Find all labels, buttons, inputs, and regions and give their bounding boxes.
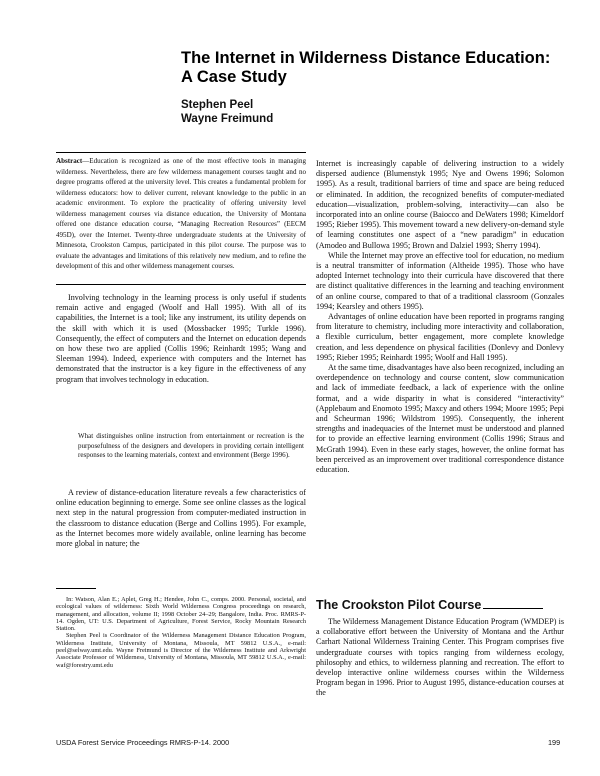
footnote-authors: Stephen Peel is Coordinator of the Wilderness Management Distance Education Program, Wilderness Institute, University of Montana, Missoula, MT 59812 U.S.A., e-mail: peel@selway.umt.edu. Wayne Freimund is Director of the Wilderness Institute and Arkwright Associate Professor of Wilderness, University of Montana, Missoula, MT 59812 U.S.A., e-mail: waf@forestry.umt.edu [56,632,306,669]
abstract-top-rule [56,152,306,153]
abstract [56,156,306,272]
left-column-body [56,293,306,385]
section-heading-text: The Crookston Pilot Course [316,598,482,612]
body-paragraph: Advantages of online education have been reported in programs ranging from literature to chemistry, including more interactivity and collaboration, a flexible curriculum, better engagement, more complete knowledge creation, and less dependence on physical facilities (Donlevy and Donlevy 1995; Rieber 1995; Reinhardt 1995; Woolf and Hall 1995). [316,312,564,362]
author-name: Wayne Freimund [181,113,274,125]
paper-title: The Internet in Wilderness Distance Education: A Case Study [181,49,551,86]
body-paragraph: Internet is increasingly capable of delivering instruction to a widely dispersed audience (Blumenstyk 1995; Nye and Owens 1996; Solomon 1995). As a result, traditional barriers of time and space are being reduced or eliminated. In addition, the recognized benefits of computer-mediated education—visualization, problem-solving, interactivity—can also be incorporated into an online course (Baiocco and DeWaters 1998; Kimeldorf 1995; Rieber 1995). This movement toward a new delivery-on-demand style of learning constitutes one aspect of a “new paradigm” in education (Amodeo and Bullowa 1995; Brown and Dalziel 1993; Sherry 1994). [316,159,564,250]
page-number: 199 [548,738,561,747]
footer-citation: USDA Forest Service Proceedings RMRS-P-14. 2000 [56,738,230,747]
author-name: Stephen Peel [181,99,254,111]
author-list [181,98,481,126]
block-quote: What distinguishes online instruction from entertainment or recreation is the purposefulness of the designers and developers in providing certain intelligent responses to the learning materials, context and environment (Berge 1996). [78,432,304,460]
section-heading [316,597,564,613]
left-column-body-continued [56,488,306,549]
footnote-rule [56,588,96,589]
section-heading-rule [483,597,543,609]
footnotes [56,596,306,669]
abstract-text: —Education is recognized as one of the most effective tools in managing wilderness. Nevertheless, there are few wilderness management courses taught and no degree programs offered at the university level. This creates a fundamental problem for wilderness educators: how to deliver current, relevant knowledge to the public in an academic environment. To explore the practicality of offering university level wilderness management courses via distance education, the University of Montana offered one distance education course, “Managing Recreation Resources” (EECM 495D), over the Internet. Twenty-three undergraduate students at the University of Minnesota, Crookston Campus, participated in this pilot course. The purpose was to evaluate the advantages and limitations of this relatively new medium, and to refine the development of this and other wilderness management courses. [56,157,306,270]
body-paragraph: While the Internet may prove an effective tool for education, no medium is a neutral transmitter of information (Altheide 1995). Those who have adopted Internet technology into their curricula have discovered that there are distinct qualitative differences in the learning and teaching environment of an online course, compared to that of a traditional classroom (Gonzales 1994; Kearsley and others 1995). [316,250,564,311]
body-paragraph: Involving technology in the learning process is only useful if students remain active and engaged (Woolf and Hall 1995). With all of its capabilities, the Internet is a tool; like any instrument, its utility depends on the skill with which it is used (Mossbacker 1995; Turkle 1996). Consequently, the effect of computers and the Internet on education depends on how these two are applied (Collis 1996; Reinhardt 1995; Wang and Sleeman 1994). Indeed, experience with computers and the Internet has demonstrated that the instructor is a key figure in the effectiveness of any program that involves technology in education. [56,293,306,384]
abstract-label: Abstract [56,157,83,165]
body-paragraph: The Wilderness Management Distance Education Program (WMDEP) is a collaborative effort between the University of Montana and the Arthur Carhart National Wilderness Training Center. This Program comprises five undergraduate courses with topics ranging from wilderness ecology, philosophy and ethics, to wilderness planning and recreation. The effort to develop interactive online wilderness courses within the Wilderness Program began in 1996. Prior to August 1995, distance-education courses at the [316,617,564,698]
footnote-citation: In: Watson, Alan E.; Aplet, Greg H.; Hendee, John C., comps. 2000. Personal, societal, and ecological values of wilderness: Sixth World Wilderness Congress proceedings on research, management, and allocation, volume II; 1998 October 24–29; Bangalore, India. Proc. RMRS-P-14. Ogden, UT: U.S. Department of Agriculture, Forest Service, Rocky Mountain Research Station. [56,596,306,633]
abstract-rule [56,284,306,285]
right-column-body [316,159,564,475]
right-column-body-continued [316,617,564,699]
body-paragraph: A review of distance-education literature reveals a few characteristics of online education beginning to emerge. Some see online classes as the logical next step in the natural progression from computer-mediated instruction in the classroom to distance education (Berge and Collins 1995). For example, as the Internet becomes more widely available, online learning has become more global in nature; the [56,488,306,549]
body-paragraph: At the same time, disadvantages have also been recognized, including an overdependence on technology and course content, slow communication and lack of immediate feedback, a lack of experience with the online format, and a wide disparity in what is considered “interactivity” (Applebaum and Enomoto 1995; Maxcy and others 1994; Moore 1995; Pepi and Scheurman 1996; Wildstrom 1995). Consequently, the inherent strengths and inadequacies of the Internet must be understood and planned for to provide an effective learning environment (Collis 1996; Straus and McGrath 1994). Even in these early stages, however, the online format has been perceived as an improvement over traditional correspondence distance education. [316,363,564,475]
